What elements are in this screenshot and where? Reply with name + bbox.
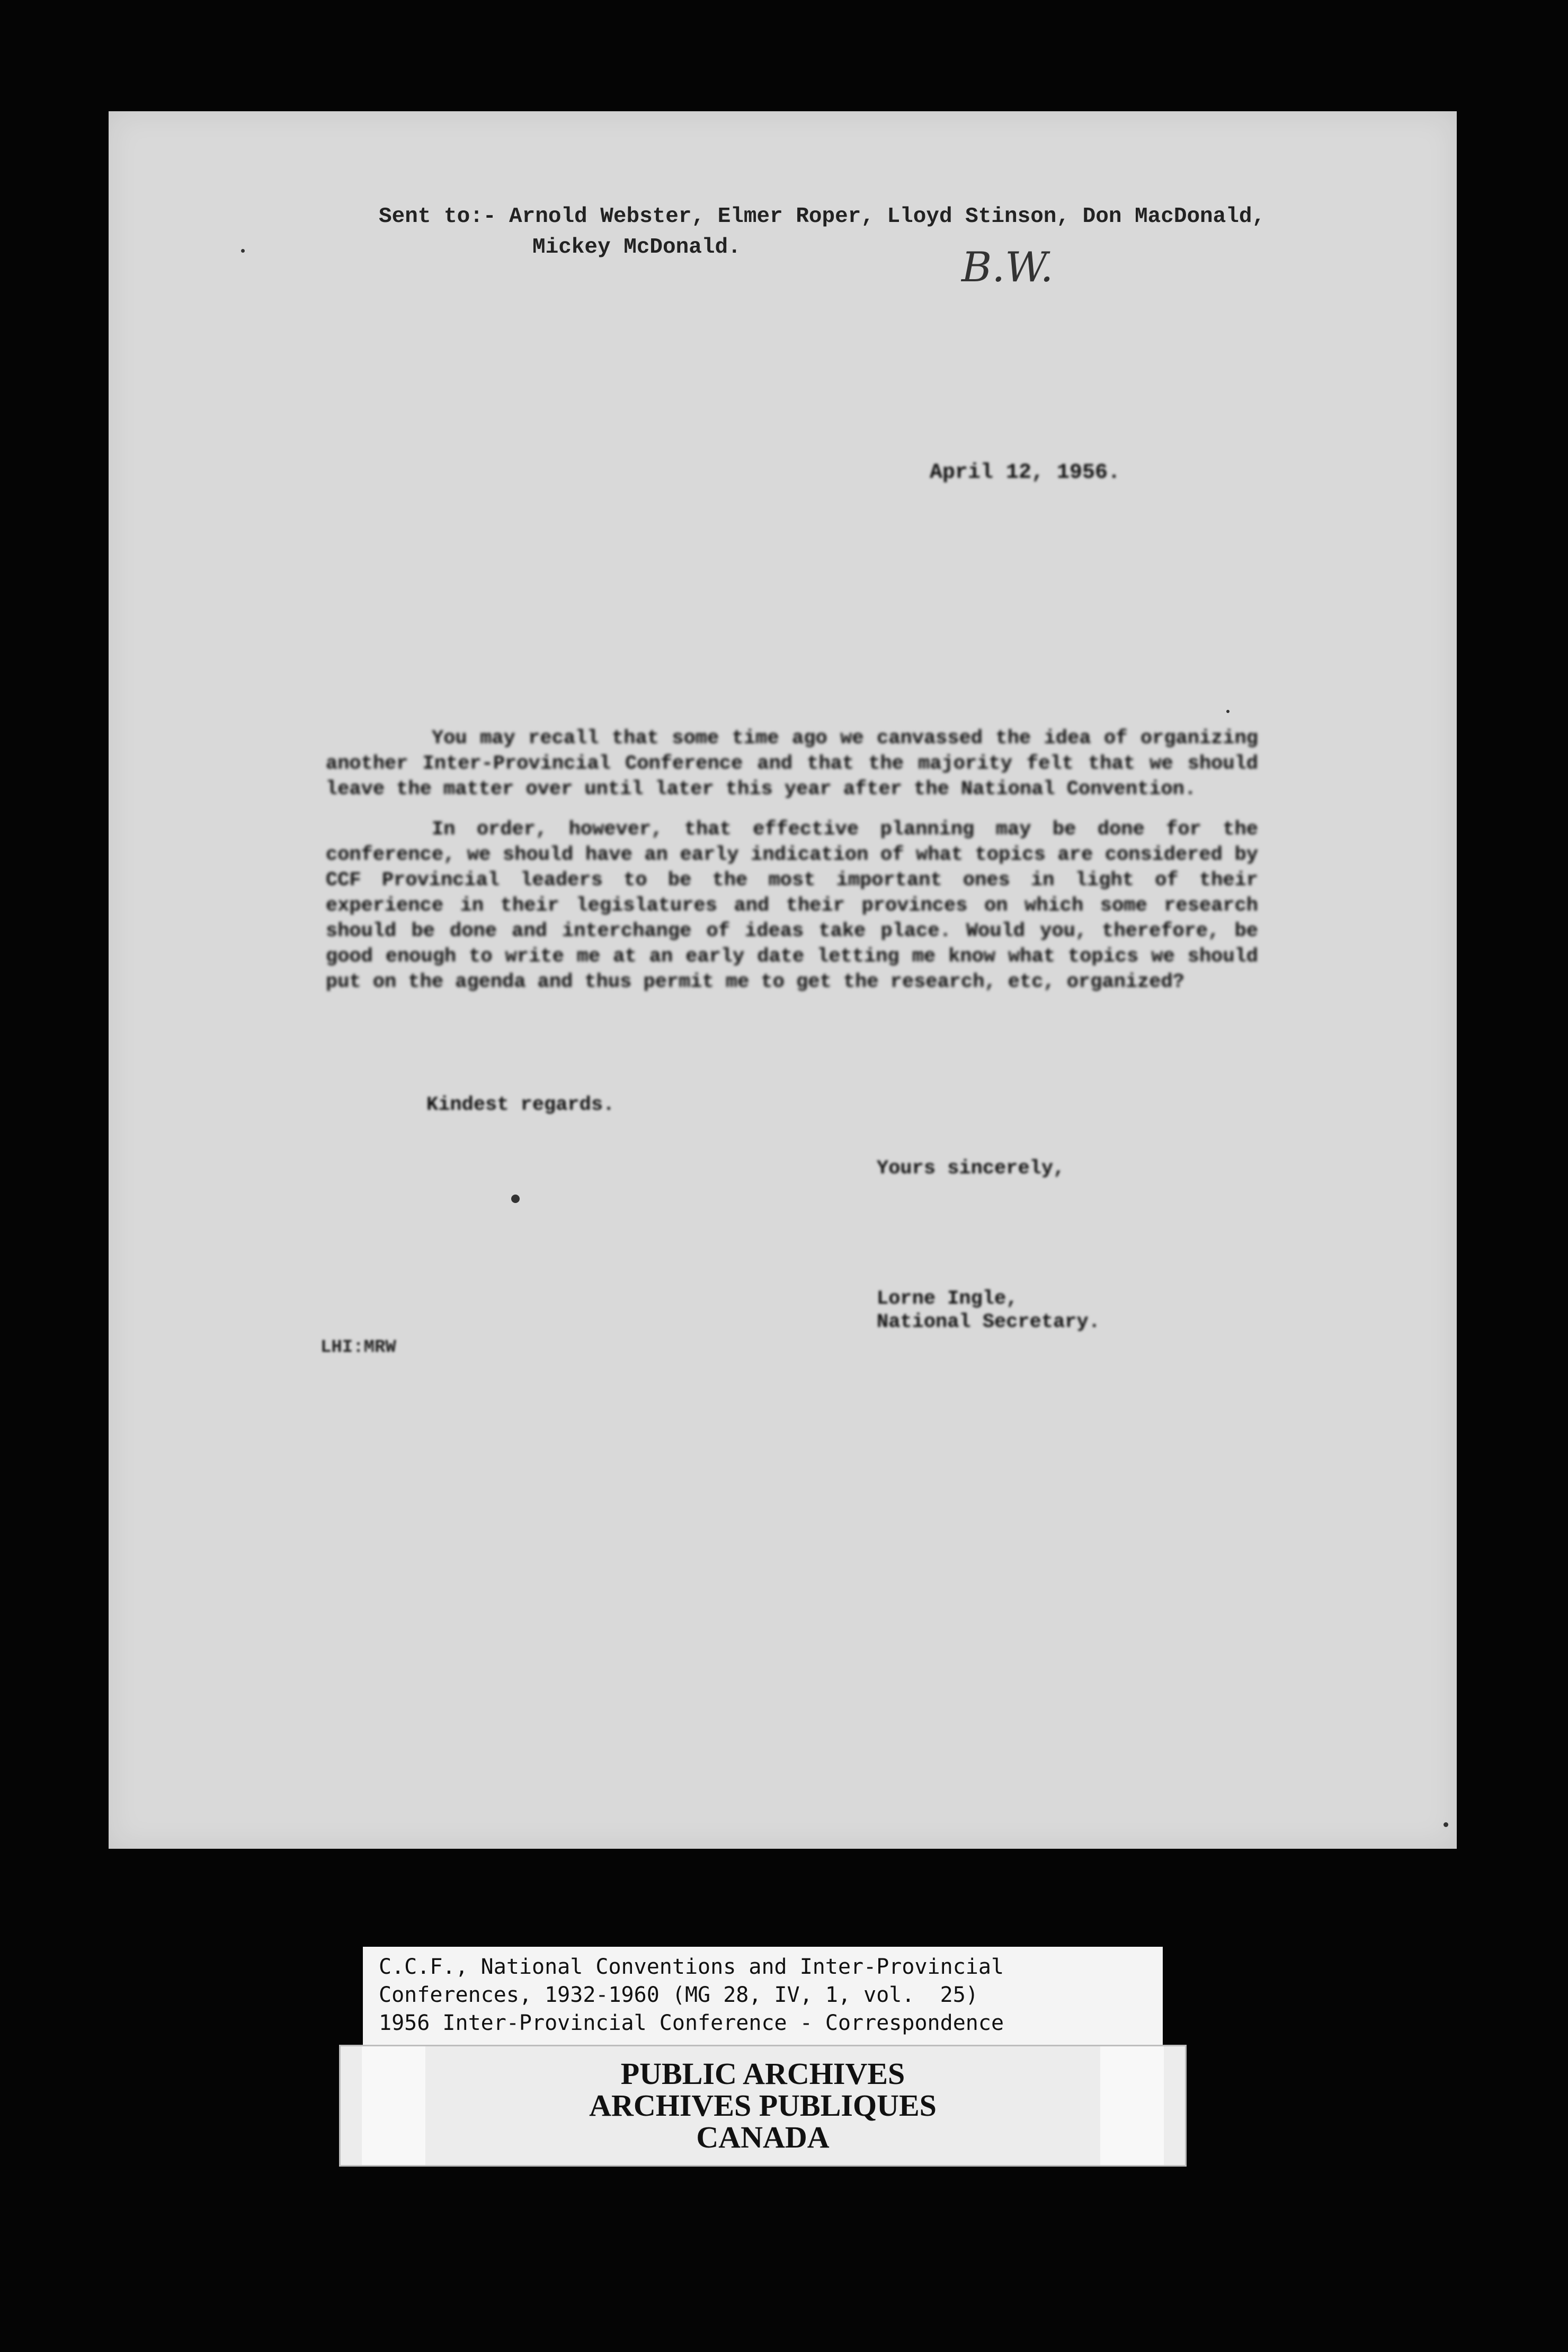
closing-line: Yours sincerely,	[877, 1157, 1065, 1180]
reference-initials: LHI:MRW	[320, 1338, 396, 1358]
regards-line: Kindest regards.	[426, 1094, 615, 1116]
stamp-line-3: CANADA	[696, 2120, 830, 2154]
letter-page	[109, 111, 1457, 1849]
signer-title: National Secretary.	[877, 1311, 1100, 1333]
stamp-line-2: ARCHIVES PUBLIQUES	[589, 2088, 937, 2123]
sent-to-line-2: Mickey McDonald.	[532, 235, 741, 260]
stamp-line-1: PUBLIC ARCHIVES	[620, 2056, 905, 2091]
letter-date: April 12, 1956.	[930, 461, 1121, 485]
caption-line-2: Conferences, 1932-1960 (MG 28, IV, 1, vol. 25)	[379, 1983, 978, 2007]
signer-name: Lorne Ingle,	[877, 1288, 1018, 1310]
archive-caption-card	[363, 1947, 1163, 2045]
caption-line-3: 1956 Inter-Provincial Conference - Correspondence	[379, 2011, 1004, 2035]
handwritten-initials: B.W.	[961, 244, 1054, 291]
archive-stamp	[339, 2045, 1187, 2167]
sent-to-block	[379, 201, 1265, 263]
paper-speck	[1226, 710, 1230, 713]
body-paragraph-1: You may recall that some time ago we canvassed the idea of organizing another Inter-Provincial Conference and that the majority felt that we should leave the matter over until later this year after the National Convention.	[326, 727, 1258, 800]
body-paragraph-2: In order, however, that effective planning may be done for the conference, we should have an early indication of what topics are considered by CCF Provincial leaders to be the most important ones in light of their experience in their legislatures and their provinces on which some research should be done and interchange of ideas take place. Would you, therefore, be good enough to write me at an early date letting me know what topics we should put on the agenda and thus permit me to get the research, etc, organized?	[326, 818, 1258, 993]
letter-body	[326, 726, 1258, 1010]
sent-to-line-1: Sent to:- Arnold Webster, Elmer Roper, Lloyd Stinson, Don MacDonald,	[379, 204, 1266, 229]
paper-speck	[241, 249, 245, 253]
paper-speck	[511, 1195, 520, 1203]
signature-block	[877, 1287, 1100, 1334]
caption-line-1: C.C.F., National Conventions and Inter-Provincial	[379, 1955, 1004, 1979]
paper-speck	[1444, 1822, 1448, 1827]
